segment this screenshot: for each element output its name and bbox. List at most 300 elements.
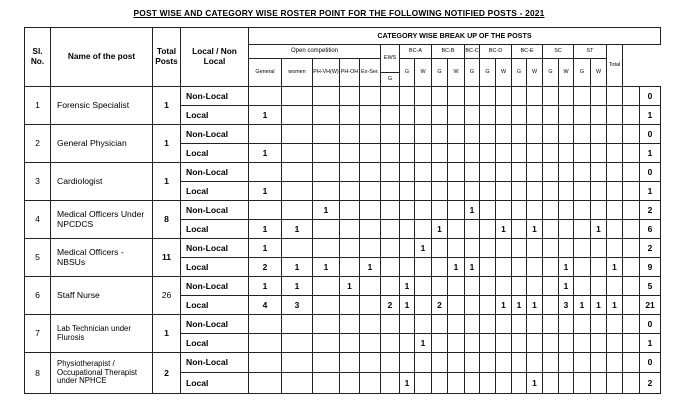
category-cell [415,106,432,125]
category-cell [360,106,381,125]
category-cell [480,106,496,125]
category-cell [591,277,607,296]
location-type: Non-Local [181,353,249,373]
category-cell: 1 [607,296,623,315]
category-cell: 2 [249,258,282,277]
category-cell [340,373,360,394]
category-cell [591,201,607,220]
header-ex-ser: Ex-Ser. [360,59,381,87]
header-bcd-g: G [480,59,496,87]
header-sc: SC [543,45,574,59]
row-total: 2 [640,201,661,220]
category-cell [340,125,360,144]
category-cell [512,87,527,106]
category-cell [512,106,527,125]
table-row [25,277,661,296]
category-cell [623,182,640,201]
category-cell: 1 [465,258,480,277]
category-cell [381,87,400,106]
category-cell [559,353,574,373]
category-cell [400,258,415,277]
category-cell [415,258,432,277]
category-cell [249,353,282,373]
row-total: 0 [640,315,661,334]
category-cell [432,182,448,201]
category-cell [623,296,640,315]
category-cell [465,296,480,315]
category-cell [574,334,591,353]
category-cell: 1 [249,277,282,296]
category-cell [623,163,640,182]
category-cell [465,239,480,258]
category-cell [400,163,415,182]
serial-number: 2 [25,125,51,163]
category-cell [360,315,381,334]
category-cell [496,125,512,144]
category-cell [480,315,496,334]
category-cell [559,144,574,163]
category-cell [574,315,591,334]
category-cell [360,353,381,373]
location-type: Non-Local [181,201,249,220]
category-cell [480,334,496,353]
category-cell [496,163,512,182]
location-type: Local [181,144,249,163]
category-cell [607,87,623,106]
table-row [25,315,661,334]
category-cell [607,353,623,373]
category-cell [249,201,282,220]
location-type: Non-Local [181,239,249,258]
category-cell [360,220,381,239]
category-cell: 1 [496,296,512,315]
category-cell [415,296,432,315]
category-cell [574,373,591,394]
total-posts: 26 [153,277,181,315]
category-cell [360,277,381,296]
category-cell [313,353,340,373]
category-cell [543,258,559,277]
category-cell: 1 [313,201,340,220]
category-cell [607,315,623,334]
header-women: women [282,59,313,87]
category-cell [512,239,527,258]
category-cell [623,201,640,220]
category-cell [360,334,381,353]
category-cell [313,239,340,258]
category-cell [512,277,527,296]
header-bce-g: G [512,59,527,87]
category-cell: 1 [607,258,623,277]
category-cell: 2 [432,296,448,315]
category-cell [432,258,448,277]
category-cell [607,239,623,258]
category-cell: 1 [360,258,381,277]
category-cell [623,144,640,163]
total-posts: 1 [153,315,181,353]
category-cell [340,315,360,334]
category-cell [448,106,465,125]
category-cell [432,201,448,220]
category-cell [512,163,527,182]
header-total-posts: Total Posts [153,28,181,87]
category-cell [512,125,527,144]
category-cell [448,373,465,394]
location-type: Local [181,220,249,239]
category-cell [313,106,340,125]
header-bc-d: BC-D [480,45,512,59]
category-cell [282,144,313,163]
category-cell: 1 [448,258,465,277]
category-cell: 1 [249,182,282,201]
category-cell [313,277,340,296]
category-cell [415,277,432,296]
category-cell [282,315,313,334]
serial-number: 1 [25,87,51,125]
category-cell [400,182,415,201]
location-type: Local [181,258,249,277]
category-cell [313,315,340,334]
category-cell [465,315,480,334]
location-type: Local [181,182,249,201]
category-cell [360,239,381,258]
row-total: 0 [640,163,661,182]
category-cell [559,106,574,125]
header-local-nonlocal: Local / Non Local [181,28,249,87]
row-total: 6 [640,220,661,239]
post-name: Lab Technician under Flurosis [51,315,153,353]
table-row [25,201,661,220]
category-cell [543,201,559,220]
serial-number: 7 [25,315,51,353]
category-cell [282,125,313,144]
header-sc-w: W [559,59,574,87]
category-cell [480,296,496,315]
category-cell [527,163,543,182]
category-cell [432,373,448,394]
category-cell [543,353,559,373]
category-cell [527,258,543,277]
category-cell [400,353,415,373]
category-cell [381,258,400,277]
category-cell [559,87,574,106]
category-cell [381,106,400,125]
header-sc-g: G [543,59,559,87]
category-cell [496,201,512,220]
category-cell [400,87,415,106]
category-cell [496,277,512,296]
category-cell [543,220,559,239]
category-cell [512,201,527,220]
category-cell [415,201,432,220]
category-cell [400,106,415,125]
category-cell [340,258,360,277]
table-row [25,87,661,106]
category-cell [574,201,591,220]
row-total: 2 [640,239,661,258]
category-cell [249,315,282,334]
category-cell [465,106,480,125]
category-cell [559,163,574,182]
location-type: Local [181,296,249,315]
category-cell [591,258,607,277]
row-total: 1 [640,334,661,353]
row-total: 1 [640,106,661,125]
category-cell [574,163,591,182]
category-cell [313,144,340,163]
category-cell [607,373,623,394]
category-cell [512,373,527,394]
category-cell [381,277,400,296]
category-cell [415,87,432,106]
category-cell [543,334,559,353]
category-cell [313,163,340,182]
category-cell [512,334,527,353]
category-cell: 1 [465,201,480,220]
category-cell [415,144,432,163]
category-cell [381,334,400,353]
category-cell [591,106,607,125]
table-row [25,239,661,258]
category-cell [340,106,360,125]
post-name: General Physician [51,125,153,163]
category-cell [381,315,400,334]
category-cell [249,163,282,182]
category-cell [591,125,607,144]
category-cell [574,144,591,163]
category-cell [381,163,400,182]
category-cell: 1 [415,334,432,353]
category-cell [480,163,496,182]
category-cell [448,163,465,182]
category-cell [607,163,623,182]
header-bcd-w: W [496,59,512,87]
category-cell [340,144,360,163]
category-cell: 3 [559,296,574,315]
category-cell [527,182,543,201]
category-cell [527,87,543,106]
category-cell [543,144,559,163]
header-ph-oh: PH-OH [340,59,360,87]
category-cell [448,353,465,373]
category-cell [623,106,640,125]
category-cell [527,315,543,334]
row-total: 2 [640,373,661,394]
category-cell [527,201,543,220]
category-cell [591,239,607,258]
category-cell [465,144,480,163]
category-cell [465,353,480,373]
category-cell [400,315,415,334]
serial-number: 3 [25,163,51,201]
category-cell [543,106,559,125]
category-cell [480,125,496,144]
category-cell [607,220,623,239]
category-cell [543,277,559,296]
header-sl-no: Sl. No. [25,28,51,87]
category-cell [527,277,543,296]
category-cell [400,334,415,353]
row-total: 1 [640,144,661,163]
category-cell [496,353,512,373]
category-cell: 1 [527,296,543,315]
category-cell [480,144,496,163]
category-cell: 1 [249,239,282,258]
category-cell [465,277,480,296]
category-cell [623,125,640,144]
header-bcb-w: W [448,59,465,87]
category-cell [591,144,607,163]
post-name: Forensic Specialist [51,87,153,125]
header-category-breakup: CATEGORY WISE BREAK UP OF THE POSTS [249,28,661,45]
category-cell [381,201,400,220]
category-cell [465,220,480,239]
category-cell [360,201,381,220]
category-cell [432,125,448,144]
category-cell [360,87,381,106]
category-cell [282,239,313,258]
category-cell: 1 [249,144,282,163]
category-cell [574,277,591,296]
category-cell [480,258,496,277]
header-name-of-post: Name of the post [51,28,153,87]
header-bca-g: G [400,59,415,87]
category-cell [415,163,432,182]
category-cell: 4 [249,296,282,315]
category-cell [381,144,400,163]
category-cell [574,106,591,125]
category-cell [512,220,527,239]
category-cell [559,239,574,258]
category-cell [543,87,559,106]
category-cell [543,296,559,315]
category-cell [465,125,480,144]
category-cell [559,125,574,144]
category-cell [313,373,340,394]
category-cell [607,182,623,201]
category-cell [543,315,559,334]
category-cell [448,334,465,353]
category-cell [282,373,313,394]
category-cell: 1 [559,277,574,296]
category-cell [607,144,623,163]
header-bc-a: BC-A [400,45,432,59]
category-cell: 1 [574,296,591,315]
category-cell [607,125,623,144]
category-cell [591,182,607,201]
total-posts: 1 [153,87,181,125]
category-cell: 1 [249,106,282,125]
header-ews: EWS [381,45,400,73]
category-cell: 1 [591,296,607,315]
category-cell: 1 [432,220,448,239]
category-cell: 1 [527,373,543,394]
category-cell [381,239,400,258]
category-cell [480,201,496,220]
category-cell [543,373,559,394]
category-cell [360,163,381,182]
category-cell [432,239,448,258]
category-cell [400,201,415,220]
category-cell [249,373,282,394]
category-cell [282,334,313,353]
category-cell [480,220,496,239]
category-cell [543,125,559,144]
category-cell [432,315,448,334]
category-cell [559,220,574,239]
category-cell [527,334,543,353]
serial-number: 8 [25,353,51,394]
category-cell [623,87,640,106]
category-cell: 1 [415,239,432,258]
category-cell [623,239,640,258]
header-bc-b: BC-B [432,45,465,59]
category-cell: 1 [400,373,415,394]
category-cell [543,239,559,258]
category-cell [249,334,282,353]
category-cell [496,144,512,163]
category-cell [340,182,360,201]
category-cell [340,334,360,353]
category-cell [591,353,607,373]
category-cell [360,125,381,144]
category-cell [496,182,512,201]
category-cell [448,201,465,220]
category-cell [400,125,415,144]
header-st-w: W [591,59,607,87]
category-cell [415,220,432,239]
category-cell [400,144,415,163]
category-cell [448,182,465,201]
category-cell [432,144,448,163]
category-cell: 1 [282,220,313,239]
category-cell [623,258,640,277]
post-name: Staff Nurse [51,277,153,315]
category-cell [340,163,360,182]
total-posts: 11 [153,239,181,277]
category-cell [432,277,448,296]
category-cell [313,125,340,144]
category-cell [313,334,340,353]
location-type: Non-Local [181,277,249,296]
category-cell [527,144,543,163]
category-cell [400,239,415,258]
header-st-g: G [574,59,591,87]
category-cell [465,373,480,394]
category-cell [480,373,496,394]
category-cell [282,87,313,106]
category-cell [400,220,415,239]
category-cell [448,239,465,258]
location-type: Non-Local [181,125,249,144]
category-cell [313,220,340,239]
category-cell [591,87,607,106]
post-name: Cardiologist [51,163,153,201]
category-cell [282,182,313,201]
category-cell [282,353,313,373]
category-cell: 1 [282,258,313,277]
category-cell [496,106,512,125]
header-bca-w: W [415,59,432,87]
roster-table [24,27,661,394]
category-cell [480,277,496,296]
category-cell [527,353,543,373]
category-cell: 1 [591,220,607,239]
header-ph-vh: PH-VH(W) [313,59,340,87]
category-cell [448,296,465,315]
category-cell [381,182,400,201]
table-row [25,353,661,373]
